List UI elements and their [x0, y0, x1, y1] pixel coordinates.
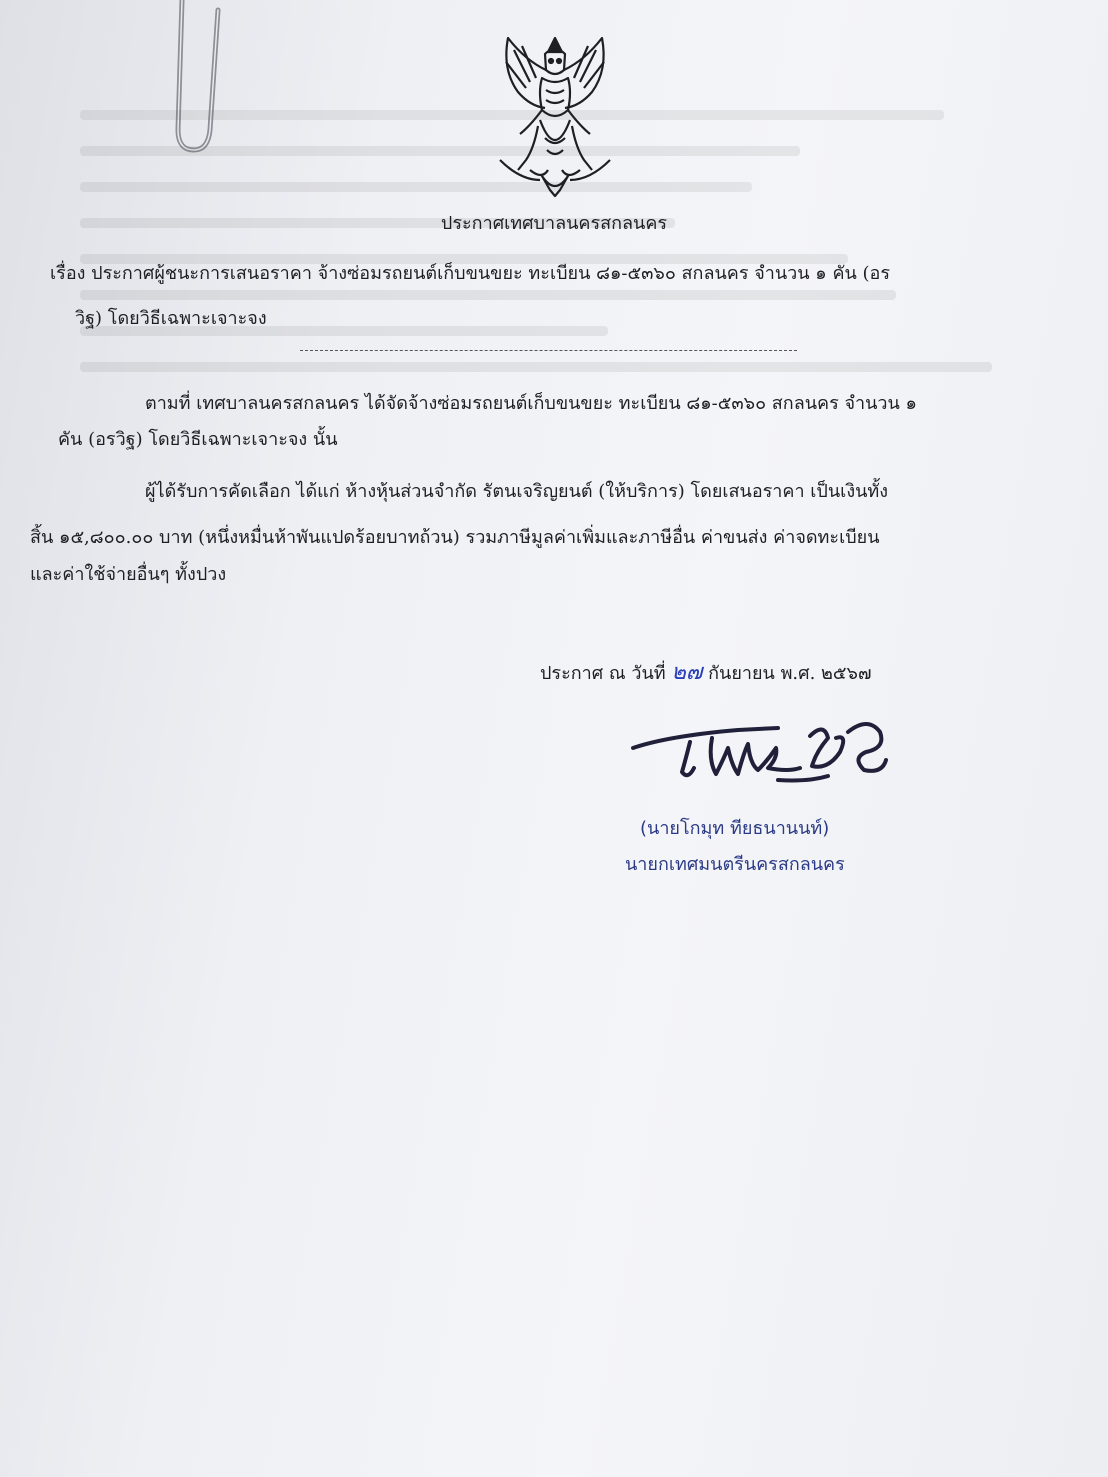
paragraph-1-line-1: ตามที่ เทศบาลนครสกลนคร ได้จัดจ้างซ่อมรถยนต์เก็บขนขยะ ทะเบียน ๘๑-๕๓๖๐ สกลนคร จำนวน ๑: [145, 393, 917, 414]
date-day-handwritten: ๒๗: [671, 660, 703, 685]
paragraph-2-line-1: ผู้ได้รับการคัดเลือก ได้แก่ ห้างหุ้นส่วนจำกัด รัตนเจริญยนต์ (ให้บริการ) โดยเสนอราคา เป็นเงินทั้ง: [145, 481, 889, 502]
paragraph-2-line-3: และค่าใช้จ่ายอื่นๆ ทั้งปวง: [30, 564, 227, 585]
date-suffix: กันยายน พ.ศ. ๒๕๖๗: [708, 663, 872, 684]
garuda-emblem-icon: [490, 30, 620, 200]
date-prefix: ประกาศ ณ วันที่: [540, 663, 666, 684]
paragraph-1-line-2: คัน (อรวิฐ) โดยวิธีเฉพาะเจาะจง นั้น: [58, 429, 338, 450]
section-divider: [300, 350, 797, 351]
document-title: ประกาศเทศบาลนครสกลนคร: [440, 213, 668, 234]
handwritten-signature: [628, 708, 898, 798]
announcement-date: [540, 661, 871, 686]
subject-line-2: วิฐ) โดยวิธีเฉพาะเจาะจง: [75, 308, 267, 329]
signer-position: นายกเทศมนตรีนครสกลนคร: [625, 854, 845, 875]
signer-name: (นายโกมุท ทียธนานนท์): [640, 818, 830, 839]
subject-line-1: เรื่อง ประกาศผู้ชนะการเสนอราคา จ้างซ่อมรถยนต์เก็บขนขยะ ทะเบียน ๘๑-๕๓๖๐ สกลนคร จำนวน ๑ คัน (อร: [50, 263, 891, 284]
paragraph-2-line-2: สิ้น ๑๕,๘๐๐.๐๐ บาท (หนึ่งหมื่นห้าพันแปดร้อยบาทถ้วน) รวมภาษีมูลค่าเพิ่มและภาษีอื่น ค่าขนส่ง ค่าจดทะเบียน: [30, 527, 880, 548]
